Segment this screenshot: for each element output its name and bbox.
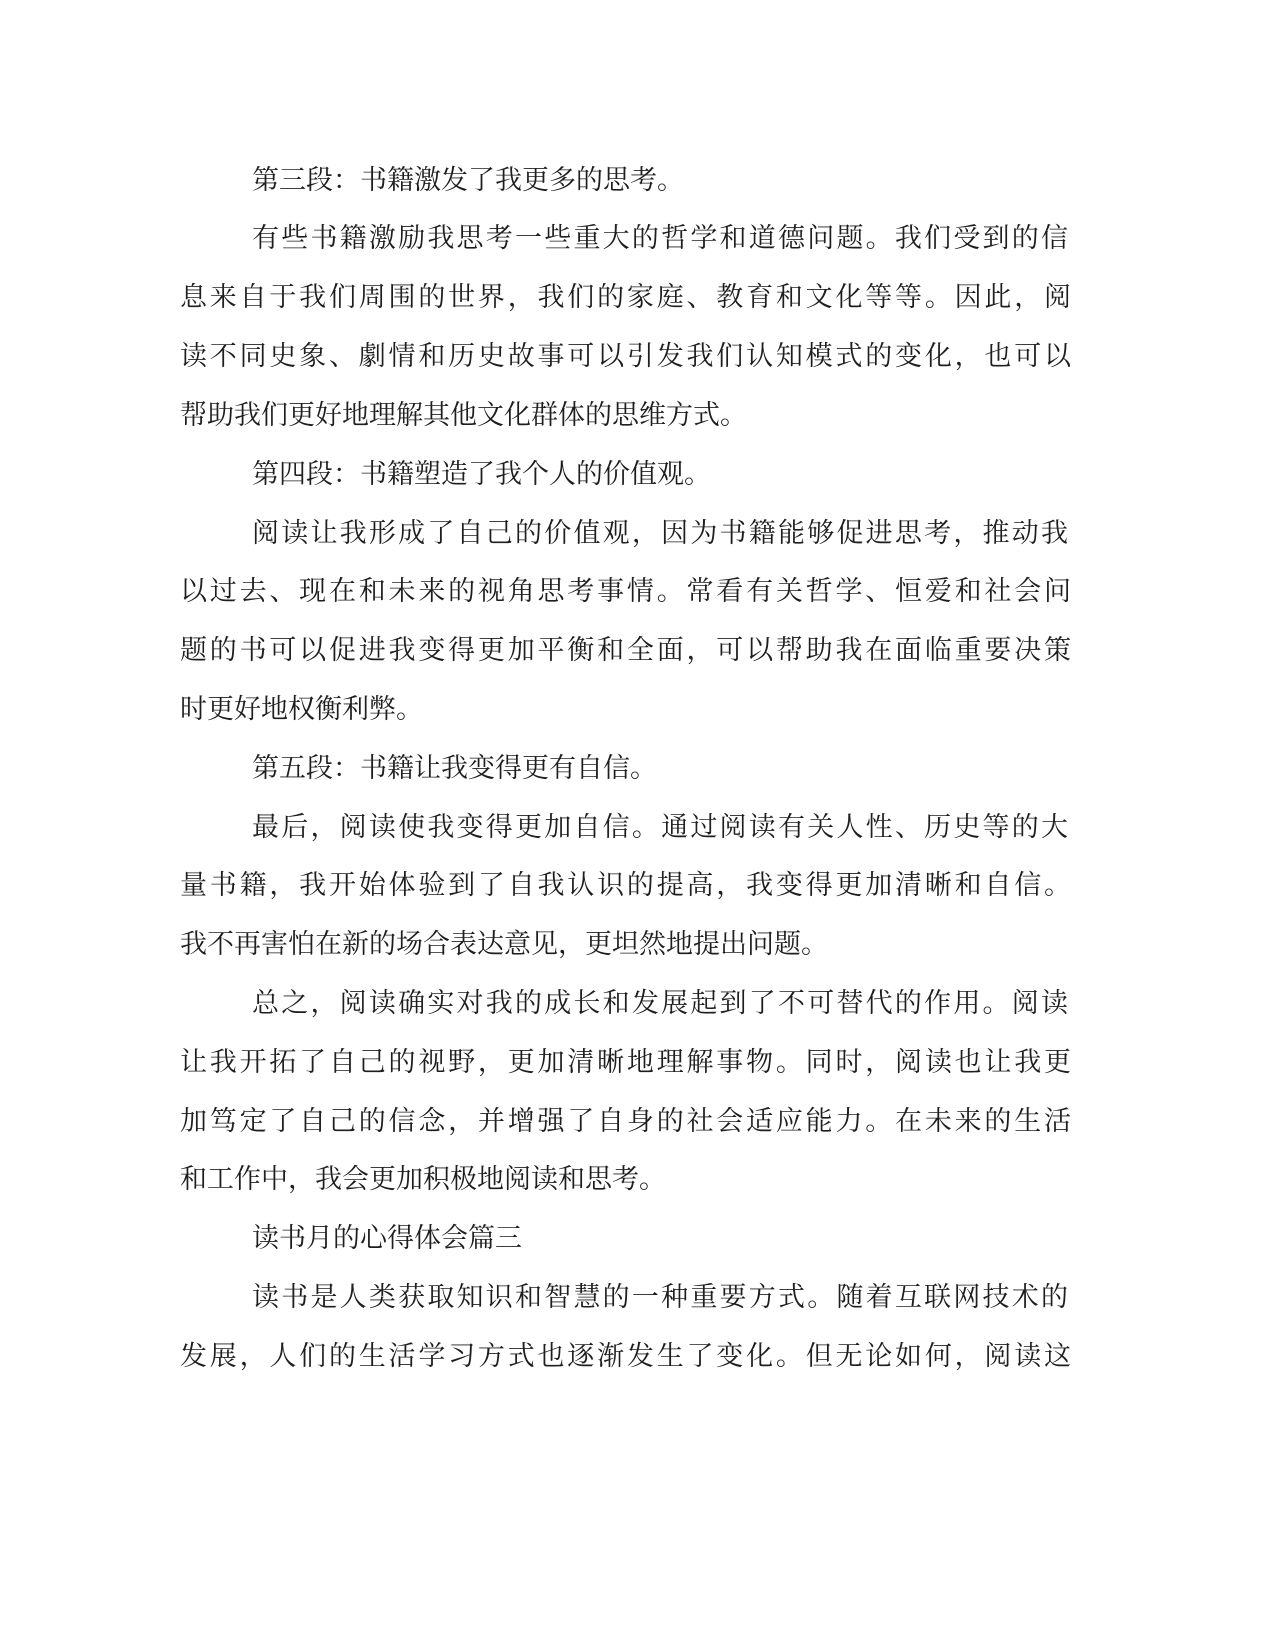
paragraph-line: 读不同史象、劇情和历史故事可以引发我们认知模式的变化，也可以: [180, 341, 1071, 372]
paragraph-line: 总之，阅读确实对我的成长和发展起到了不可替代的作用。阅读: [252, 988, 1068, 1019]
paragraph-line: 加笃定了自己的信念，并增强了自身的社会适应能力。在未来的生活: [180, 1106, 1071, 1137]
paragraph-line: 最后，阅读使我变得更加自信。通过阅读有关人性、历史等的大: [252, 812, 1068, 843]
section-heading: 第三段：书籍激发了我更多的思考。: [252, 165, 684, 196]
section-heading: 第四段：书籍塑造了我个人的价值观。: [252, 459, 711, 490]
paragraph-line: 和工作中，我会更加积极地阅读和思考。: [180, 1164, 666, 1195]
article-title: 读书月的心得体会篇三: [252, 1223, 522, 1254]
section-heading: 第五段：书籍让我变得更有自信。: [252, 753, 657, 784]
paragraph-line: 题的书可以促进我变得更加平衡和全面，可以帮助我在面临重要决策: [180, 635, 1071, 666]
paragraph-line: 息来自于我们周围的世界，我们的家庭、教育和文化等等。因此，阅: [180, 282, 1071, 313]
paragraph-line: 让我开拓了自己的视野，更加清晰地理解事物。同时，阅读也让我更: [180, 1047, 1071, 1078]
paragraph-line: 以过去、现在和未来的视角思考事情。常看有关哲学、恒爱和社会问: [180, 576, 1071, 607]
paragraph-line: 量书籍，我开始体验到了自我认识的提高，我变得更加清晰和自信。: [180, 870, 1071, 901]
paragraph-line: 发展，人们的生活学习方式也逐渐发生了变化。但无论如何，阅读这: [180, 1341, 1071, 1372]
paragraph-line: 时更好地权衡利弊。: [180, 694, 423, 725]
paragraph-line: 阅读让我形成了自己的价值观，因为书籍能够促进思考，推动我: [252, 518, 1068, 549]
paragraph-line: 帮助我们更好地理解其他文化群体的思维方式。: [180, 400, 747, 431]
paragraph-line: 我不再害怕在新的场合表达意见，更坦然地提出问题。: [180, 929, 828, 960]
paragraph-line: 有些书籍激励我思考一些重大的哲学和道德问题。我们受到的信: [252, 223, 1068, 254]
paragraph-line: 读书是人类获取知识和智慧的一种重要方式。随着互联网技术的: [252, 1282, 1068, 1313]
